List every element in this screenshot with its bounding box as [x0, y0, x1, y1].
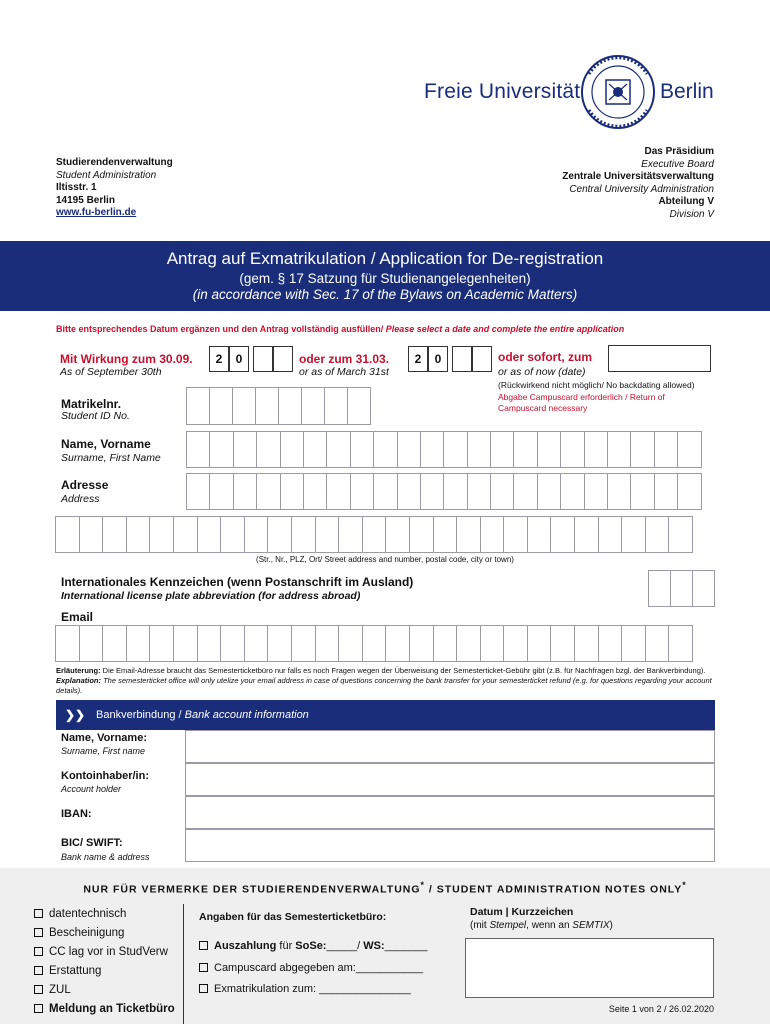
- payout-sose: SoSe:: [295, 940, 327, 952]
- sept-year-digit-2: 0: [229, 346, 249, 372]
- office-notes-title-de: NUR FÜR VERMERKE DER STUDIERENDENVERWALTUNG: [83, 883, 421, 896]
- ticket-payout-line[interactable]: [199, 940, 427, 952]
- office-check-label: Meldung an Ticketbüro: [49, 1003, 175, 1015]
- checkbox-icon: [34, 928, 43, 937]
- address-input-line-2[interactable]: [55, 516, 692, 553]
- address-hint: (Str., Nr., PLZ, Ort/ Street address and number, postal code, city or town): [256, 555, 514, 564]
- bank-header-label: [96, 709, 309, 721]
- checkbox-icon: [199, 941, 208, 950]
- address-label-en: Address: [61, 493, 100, 505]
- matrikel-input[interactable]: [186, 387, 370, 425]
- address-input-line-1[interactable]: [186, 473, 701, 510]
- website-link[interactable]: www.fu-berlin.de: [56, 207, 137, 218]
- explanation-text-en: The semesterticket office will only utelize your email address in case of questions concerning the bank transfer for your semesterticket refund (e.g. for questions regarding your account details).: [56, 676, 712, 695]
- date-initials-input[interactable]: [465, 938, 714, 998]
- bank-name-input[interactable]: [185, 730, 715, 763]
- checkbox-icon: [199, 984, 208, 993]
- exmatriculation-date-label: Exmatrikulation zum: _______________: [214, 983, 411, 995]
- sept-year-input-3[interactable]: [253, 346, 273, 372]
- date-sub-stamp: Stempel: [489, 920, 527, 931]
- email-label: Email: [61, 610, 94, 624]
- name-input[interactable]: [186, 431, 716, 468]
- explanation-label-en: Explanation:: [56, 676, 102, 685]
- instruction-line: [56, 324, 624, 334]
- footnote-star: *: [420, 880, 425, 890]
- recipient-line: Central University Administration: [569, 183, 714, 195]
- ticket-campuscard-line[interactable]: [199, 962, 423, 974]
- account-holder-label: Kontoinhaber/in:: [61, 770, 149, 782]
- march-year-digit-1: 2: [408, 346, 428, 372]
- office-notes-panel: [0, 868, 770, 1024]
- university-seal-icon: [579, 54, 657, 130]
- office-check-item[interactable]: [34, 927, 124, 939]
- checkbox-icon: [34, 947, 43, 956]
- bank-header-de: Bankverbindung /: [96, 709, 185, 721]
- footnote-star: *: [682, 880, 687, 890]
- recipient-line: Executive Board: [641, 158, 714, 170]
- date-sub-part: ): [609, 920, 613, 931]
- sept-year-input-4[interactable]: [273, 346, 293, 372]
- checkbox-icon: [199, 963, 208, 972]
- date-initials-subtitle: [470, 920, 613, 931]
- office-check-label: datentechnisch: [49, 908, 127, 920]
- march-year-digit-2: 0: [428, 346, 448, 372]
- bic-input[interactable]: [185, 829, 715, 862]
- page-subtitle-en: (in accordance with Sec. 17 of the Bylaws on Academic Matters): [192, 287, 578, 302]
- payout-ws: WS:: [363, 940, 385, 952]
- matrikel-label: Matrikelnr.: [61, 397, 122, 411]
- office-check-item[interactable]: [34, 1003, 175, 1015]
- march-label-en: or as of March 31st: [299, 366, 389, 378]
- address-label: Adresse: [61, 478, 109, 492]
- office-check-item[interactable]: [34, 946, 168, 958]
- now-label-en: or as of now (date): [498, 366, 586, 378]
- checkbox-icon: [34, 985, 43, 994]
- explanation-text-de: Die Email-Adresse braucht das Semesterticketbüro nur falls es noch Fragen wegen der Überweisung der Semesterticket-Gebühr gibt (z.B. für Nachfragen bzgl. der Bankverbindung).: [100, 666, 706, 675]
- recipient-line: Division V: [669, 208, 714, 220]
- sept-label: Mit Wirkung zum 30.09.: [60, 352, 193, 366]
- intl-plate-label: Internationales Kennzeichen (wenn Postanschrift im Ausland): [61, 575, 414, 589]
- logo-right-text: Berlin: [660, 80, 714, 103]
- intl-plate-input[interactable]: [648, 570, 714, 607]
- matrikel-label-en: Student ID No.: [61, 410, 130, 422]
- account-holder-input[interactable]: [185, 763, 715, 796]
- explanation-text: [56, 666, 712, 696]
- sender-line: Iltisstr. 1: [56, 182, 97, 193]
- ticket-office-title: Angaben für das Semesterticketbüro:: [199, 911, 387, 923]
- date-sub-semtix: SEMTIX: [572, 920, 610, 931]
- iban-input[interactable]: [185, 796, 715, 829]
- page-subtitle: (gem. § 17 Satzung für Studienangelegenheiten): [239, 271, 531, 286]
- logo-left-text: Freie Universität: [424, 80, 581, 103]
- now-label: oder sofort, zum: [498, 350, 593, 364]
- bank-name-label: Name, Vorname:: [61, 732, 147, 744]
- email-input[interactable]: [55, 625, 692, 662]
- instruction-en: Please select a date and complete the entire application: [383, 324, 625, 334]
- office-check-label: Erstattung: [49, 965, 102, 977]
- sender-line: 14195 Berlin: [56, 194, 115, 206]
- explanation-label-de: Erläuterung:: [56, 666, 101, 675]
- checkbox-icon: [34, 909, 43, 918]
- campuscard-returned-label: Campuscard abgegeben am:___________: [214, 962, 424, 974]
- bank-header-en: Bank account information: [184, 709, 309, 721]
- bank-name-label-en: Surname, First name: [61, 746, 146, 756]
- iban-label: IBAN:: [61, 808, 92, 820]
- payout-for: für: [276, 940, 296, 952]
- office-notes-title: [0, 880, 770, 896]
- recipient-line: Abteilung V: [658, 196, 714, 207]
- campuscard-note-line: Campuscard necessary: [498, 403, 588, 413]
- university-logo: [424, 54, 716, 130]
- account-holder-label-en: Account holder: [61, 784, 122, 794]
- page-title: Antrag auf Exmatrikulation / Application for De-registration: [166, 249, 604, 268]
- title-banner: [0, 241, 770, 311]
- office-divider: [183, 904, 184, 1024]
- march-label: oder zum 31.03.: [299, 352, 390, 366]
- date-initials-title: Datum | Kurzzeichen: [470, 906, 574, 918]
- checkbox-icon: [34, 1004, 43, 1013]
- payout-label: Auszahlung: [214, 940, 277, 952]
- office-check-item[interactable]: [34, 984, 71, 996]
- office-notes-title-en: / STUDENT ADMINISTRATION NOTES ONLY: [424, 883, 683, 896]
- campuscard-note: [498, 392, 665, 414]
- bic-label-en: Bank name & address: [61, 852, 150, 862]
- office-check-item[interactable]: [34, 965, 101, 977]
- checkbox-icon: [34, 966, 43, 975]
- recipient-line: Das Präsidium: [644, 146, 714, 157]
- sender-block: [56, 157, 173, 220]
- march-year-input-3[interactable]: [452, 346, 472, 372]
- campuscard-note-line: Abgabe Campuscard erforderlich / Return of: [498, 392, 665, 402]
- payout-sose-blank: _____/: [326, 940, 364, 952]
- office-check-label: ZUL: [49, 984, 71, 996]
- name-label-en: Surname, First Name: [61, 452, 161, 464]
- sept-label-en: As of September 30th: [60, 366, 162, 378]
- no-backdating-note: (Rückwirkend nicht möglich/ No backdating allowed): [498, 380, 695, 390]
- office-check-label: CC lag vor in StudVerw: [49, 946, 168, 958]
- office-check-label: Bescheinigung: [49, 927, 125, 939]
- sender-line: Student Administration: [56, 169, 157, 181]
- march-year-input-4[interactable]: [472, 346, 492, 372]
- page-info: Seite 1 von 2 / 26.02.2020: [608, 1004, 714, 1014]
- double-chevron-right-icon: ❯❯: [65, 708, 86, 722]
- sender-line: Studierendenverwaltung: [56, 157, 173, 168]
- now-date-input[interactable]: [608, 345, 711, 372]
- ticket-exmatriculation-line[interactable]: [199, 983, 411, 995]
- date-sub-part: (mit: [470, 920, 490, 931]
- recipient-block: [562, 146, 714, 221]
- bic-label: BIC/ SWIFT:: [61, 837, 123, 849]
- date-sub-part: , wenn an: [526, 920, 573, 931]
- name-label: Name, Vorname: [61, 437, 151, 451]
- sept-year-digit-1: 2: [209, 346, 229, 372]
- instruction-de: Bitte entsprechendes Datum ergänzen und den Antrag vollständig ausfüllen/: [56, 324, 384, 334]
- bank-section-header: [56, 700, 715, 730]
- recipient-line: Zentrale Universitätsverwaltung: [562, 171, 714, 182]
- intl-plate-label-en: International license plate abbreviation (for address abroad): [61, 590, 361, 602]
- office-check-item[interactable]: [34, 908, 126, 920]
- payout-ws-blank: _______: [384, 940, 428, 952]
